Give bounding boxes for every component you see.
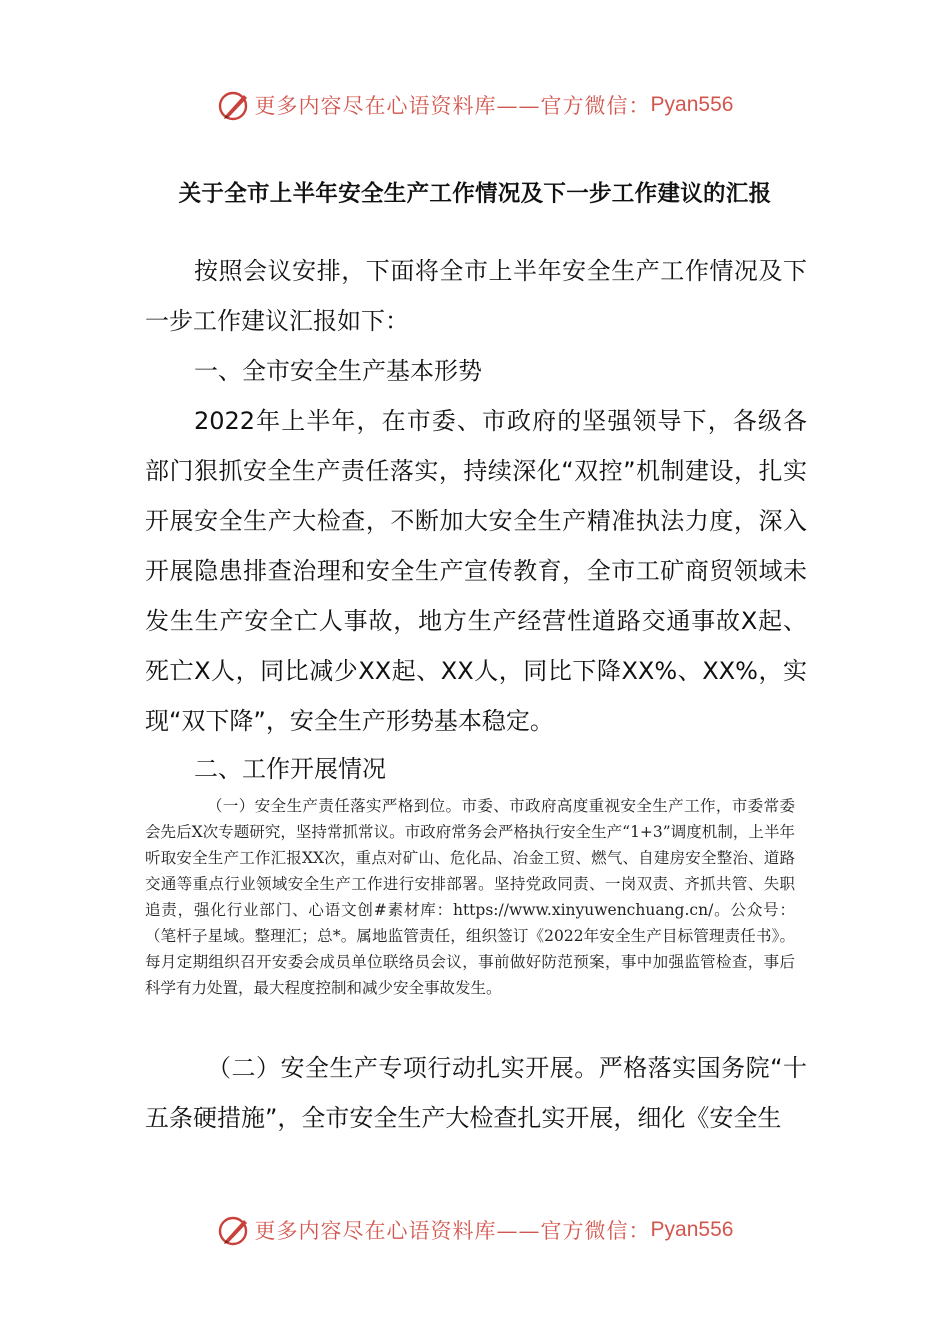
banner-wechat-id: Pyan556 [650, 93, 734, 116]
section-2-heading: 二、工作开展情况 [194, 755, 386, 783]
banner-text: 更多内容尽在心语资料库——官方微信： [254, 94, 651, 118]
footer-watermark-banner [0, 1210, 950, 1250]
section-2-item-1-paragraph: （一）安全生产责任落实严格到位。市委、市政府高度重视安全生产工作，市委常委会先后X次专题研究，坚持常抓常议。市政府常务会严格执行安全生产“1+3”调度机制，上半年听取安全生产工作汇报XX次，重点对矿山、危化品、冶金工贸、燃气、自建房安全整治、道路交通等重点行业领域安全生产工作进行安排部署。坚持党政同责、一岗双责、齐抓共管、失职追责，强化行业部门、心语文创#素材库：https://www.xinyuwenchuang.cn/。公众号：（笔杆子星域。整理汇；总*。属地监管责任，组织签订《2022年安全生产目标管理责任书》。每月定期组织召开安委会成员单位联络员会议，事前做好防范预案，事中加强监管检查，事后科学有力处置，最大程度控制和减少安全事故发生。 [145, 797, 795, 997]
pen-circle-logo-icon [217, 88, 251, 122]
section-1-paragraph: 2022年上半年，在市委、市政府的坚强领导下，各级各部门狠抓安全生产责任落实，持续深化“双控”机制建设，扎实开展安全生产大检查，不断加大安全生产精准执法力度，深入开展隐患排查治理和安全生产宣传教育，全市工矿商贸领域未发生生产安全亡人事故，地方生产经营性道路交通事故X起、死亡X人，同比减少XX起、XX人，同比下降XX%、XX%，实现“双下降”，安全生产形势基本稳定。 [145, 407, 807, 735]
section-2-item-2-paragraph: （二）安全生产专项行动扎实开展。严格落实国务院“十五条硬措施”，全市安全生产大检查扎实开展，细化《安全生 [145, 1054, 807, 1132]
banner-wechat-id: Pyan556 [650, 1218, 734, 1241]
banner-text: 更多内容尽在心语资料库——官方微信： [254, 1219, 651, 1243]
document-title: 关于全市上半年安全生产工作情况及下一步工作建议的汇报 [178, 181, 772, 207]
header-watermark-banner [0, 85, 950, 125]
pen-circle-logo-icon [217, 1213, 251, 1247]
intro-paragraph: 按照会议安排，下面将全市上半年安全生产工作情况及下一步工作建议汇报如下： [145, 257, 807, 335]
section-1-heading: 一、全市安全生产基本形势 [194, 357, 482, 385]
